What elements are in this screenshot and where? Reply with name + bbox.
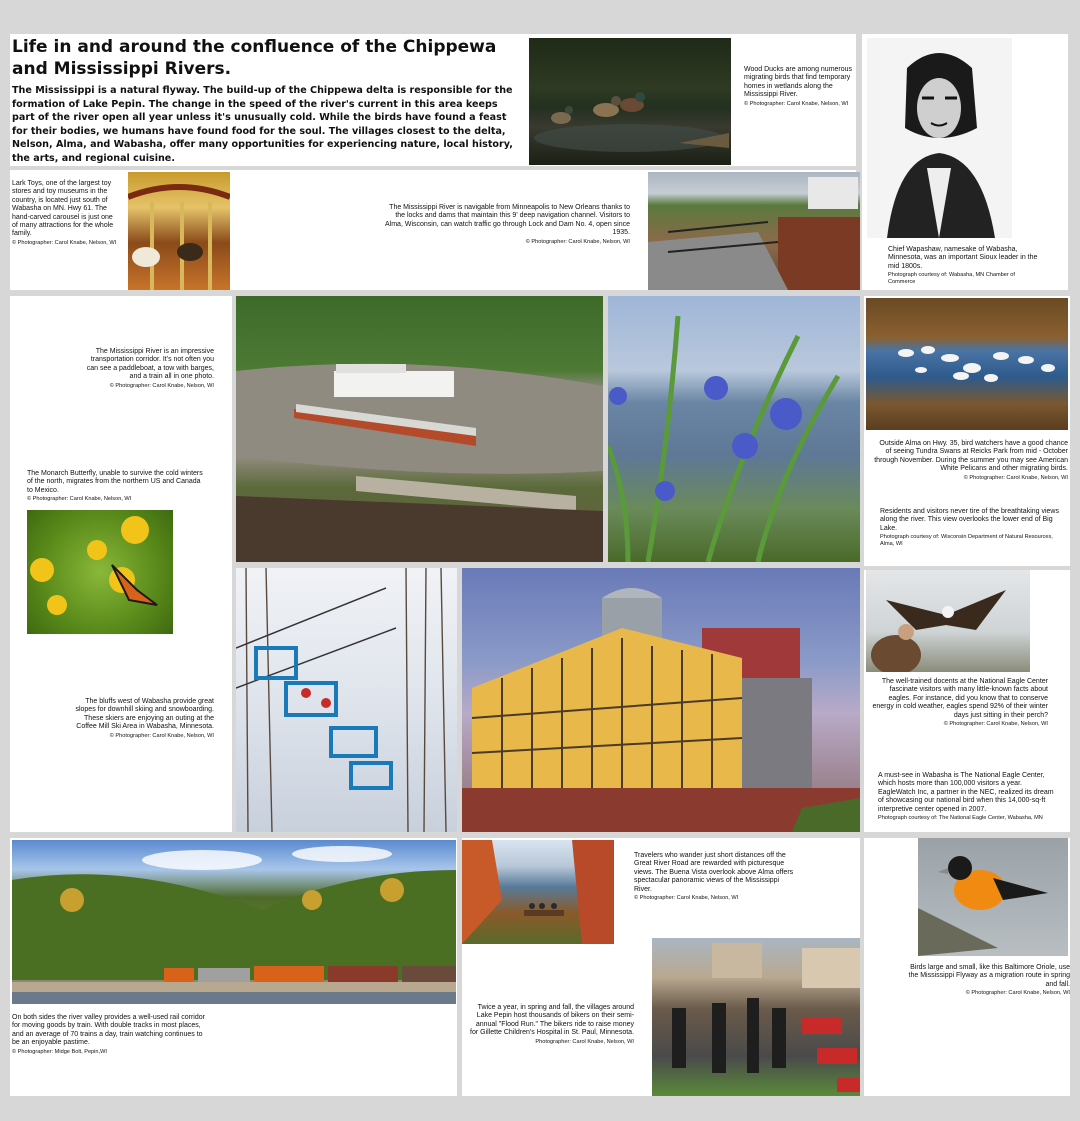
eagle-center-caption bbox=[878, 772, 1058, 822]
docents-credit: © Photographer: Carol Knabe, Nelson, WI bbox=[943, 721, 1048, 728]
chief-credit: Photograph courtesy of: Wabasha, MN Chamber of Commerce bbox=[888, 272, 1015, 286]
wood-ducks-caption-text: Wood Ducks are among numerous migrating birds that find temporary homes in wetlands along the Mississippi River. bbox=[744, 66, 853, 99]
flood-run-caption bbox=[470, 1004, 634, 1046]
ski-credit: © Photographer: Carol Knabe, Nelson, WI bbox=[109, 732, 214, 739]
views-caption-text: Residents and visitors never tire of the breathtaking views along the river. This view overlooks the lower end of Big Lake. bbox=[880, 508, 1059, 532]
navigable-caption-text: The Mississippi River is navigable from Minneapolis to New Orleans thanks to the locks and dams that maintain this 9' deep navigation channel. Visitors to Alma, Wisconsin, can watch traffic go through Lock and Dam No. 4, open since 1935. bbox=[385, 204, 630, 237]
corridor-credit: © Photographer: Carol Knabe, Nelson, WI bbox=[109, 382, 214, 389]
ski-lift-photo bbox=[236, 568, 457, 832]
flood-run-caption-text: Twice a year, in spring and fall, the villages around Lake Pepin host thousands of bikers on their semi-annual "Flood Run." The bikers ride to raise money for Gillette Children's Hospital in St. Paul, Minnesota. bbox=[470, 1004, 634, 1037]
page-title: Life in and around the confluence of the Chippewa and Mississippi Rivers. bbox=[12, 37, 497, 79]
buena-vista-caption-text: Travelers who wander just short distances off the Great River Road are rewarded with picturesque views. The Buena Vista overlook above Alma offers spectacular panoramic views of the Mississippi River. bbox=[634, 852, 794, 893]
ski-caption-text: The bluffs west of Wabasha provide great slopes for downhill skiing and snowboarding. These skiers are enjoying an outing at the Coffee Mill Ski Area in Wabasha, Minnesota. bbox=[75, 698, 214, 731]
wood-ducks-caption bbox=[744, 66, 856, 108]
lark-toys-caption-text: Lark Toys, one of the largest toy stores and toy museums in the country, is located just south of Wabasha on MN. Hwy 61. The hand-carved carousel is just one of many attractions for the whole family. bbox=[12, 180, 114, 238]
buena-vista-credit: © Photographer: Carol Knabe, Nelson, WI bbox=[634, 895, 739, 902]
buena-vista-photo bbox=[462, 840, 614, 944]
swans-caption-text: Outside Alma on Hwy. 35, bird watchers have a good chance of seeing Tundra Swans at Reicks Park from mid - October through November. During the summer you may see American White Pelicans and other migrating birds. bbox=[874, 440, 1068, 473]
eagle-center-credit: Photograph courtesy of: The National Eagle Center, Wabasha, MN bbox=[878, 815, 1043, 822]
flood-run-credit: Photographer: Carol Knabe, Nelson, WI bbox=[535, 1038, 634, 1045]
rail-caption bbox=[12, 1014, 212, 1056]
docents-caption-text: The well-trained docents at the National Eagle Center fascinate visitors with many little-known facts about eagles. For instance, did you know that to conserve energy in cold weather, eagles spend 92% of their winter days just sitting in their perch? bbox=[872, 678, 1048, 719]
monarch-butterfly-photo bbox=[27, 510, 173, 634]
navigable-credit: © Photographer: Carol Knabe, Nelson, WI bbox=[525, 238, 630, 245]
butterfly-caption bbox=[27, 470, 207, 503]
intro-paragraph: The Mississippi is a natural flyway. The build-up of the Chippewa delta is responsible for the formation of Lake Pepin. The change in the speed of the river's current in this area keeps part of the river open all year unless it's unusually cold. While the birds have found a feast for their bodies, we humans have found food for the soul. The villages closest to the delta, Nelson, Alma, and Wabasha, offer many opportunities for experiencing nature, local history, the arts, and regional cuisine. bbox=[12, 85, 513, 164]
navigable-caption bbox=[384, 204, 630, 246]
eagle-center-building-photo bbox=[462, 568, 860, 832]
oriole-credit: © Photographer: Carol Knabe, Nelson, WI bbox=[965, 990, 1070, 997]
butterfly-caption-text: The Monarch Butterfly, unable to survive the cold winters of the north, migrates from the northern US and Canada to Mexico. bbox=[27, 470, 203, 494]
butterfly-credit: © Photographer: Carol Knabe, Nelson, WI bbox=[27, 496, 132, 503]
docents-caption bbox=[872, 678, 1048, 728]
tundra-swans-photo bbox=[866, 298, 1068, 430]
eagle-center-caption-text: A must-see in Wabasha is The National Eagle Center, which hosts more than 100,000 visitors a year. EagleWatch Inc, a partner in the NEC, realized its dream of showcasing our national bird when this 14,000-sq-ft interpretive center opened in 2007. bbox=[878, 772, 1054, 813]
lark-toys-carousel-photo bbox=[128, 172, 230, 290]
swans-credit: © Photographer: Carol Knabe, Nelson, WI bbox=[963, 474, 1068, 481]
rail-credit: © Photographer: Midge Bolt, Pepin,WI bbox=[12, 1048, 107, 1055]
rail-corridor-photo bbox=[12, 840, 456, 1004]
chief-caption bbox=[888, 246, 1038, 286]
big-lake-flowers-photo bbox=[608, 296, 860, 562]
corridor-caption bbox=[80, 348, 214, 390]
baltimore-oriole-photo bbox=[918, 838, 1068, 956]
river-corridor-photo bbox=[236, 296, 603, 562]
eagle-docent-photo bbox=[866, 570, 1030, 672]
corridor-caption-text: The Mississippi River is an impressive transportation corridor. It's not often you can see a paddleboat, a tow with barges, and a train all in one photo. bbox=[86, 348, 214, 381]
views-credit: Photograph courtesy of: Wisconsin Department of Natural Resources, Alma, WI bbox=[880, 534, 1053, 548]
swans-caption bbox=[872, 440, 1068, 482]
flood-run-bikers-photo bbox=[652, 938, 860, 1096]
lark-toys-caption bbox=[12, 180, 120, 247]
wood-ducks-credit: © Photographer: Carol Knabe, Nelson, WI bbox=[744, 100, 849, 107]
chief-caption-text: Chief Wapashaw, namesake of Wabasha, Minnesota, was an important Sioux leader in the mid 1800s. bbox=[888, 246, 1038, 270]
ski-caption bbox=[66, 698, 214, 740]
views-caption bbox=[880, 508, 1060, 548]
lock-and-dam-photo bbox=[648, 172, 860, 290]
oriole-caption bbox=[900, 964, 1070, 997]
wood-ducks-photo bbox=[529, 38, 731, 165]
rail-caption-text: On both sides the river valley provides a well-used rail corridor for moving goods by train. With double tracks in most places, and an average of 70 trains a day, train watching continues to be an enjoyable pastime. bbox=[12, 1014, 205, 1047]
oriole-caption-text: Birds large and small, like this Baltimore Oriole, use the Mississippi Flyway as a migration route in spring and fall. bbox=[908, 964, 1070, 988]
chief-wapashaw-portrait bbox=[867, 38, 1012, 238]
buena-vista-caption bbox=[634, 852, 796, 902]
lark-toys-credit: © Photographer: Carol Knabe, Nelson, WI bbox=[12, 239, 117, 246]
